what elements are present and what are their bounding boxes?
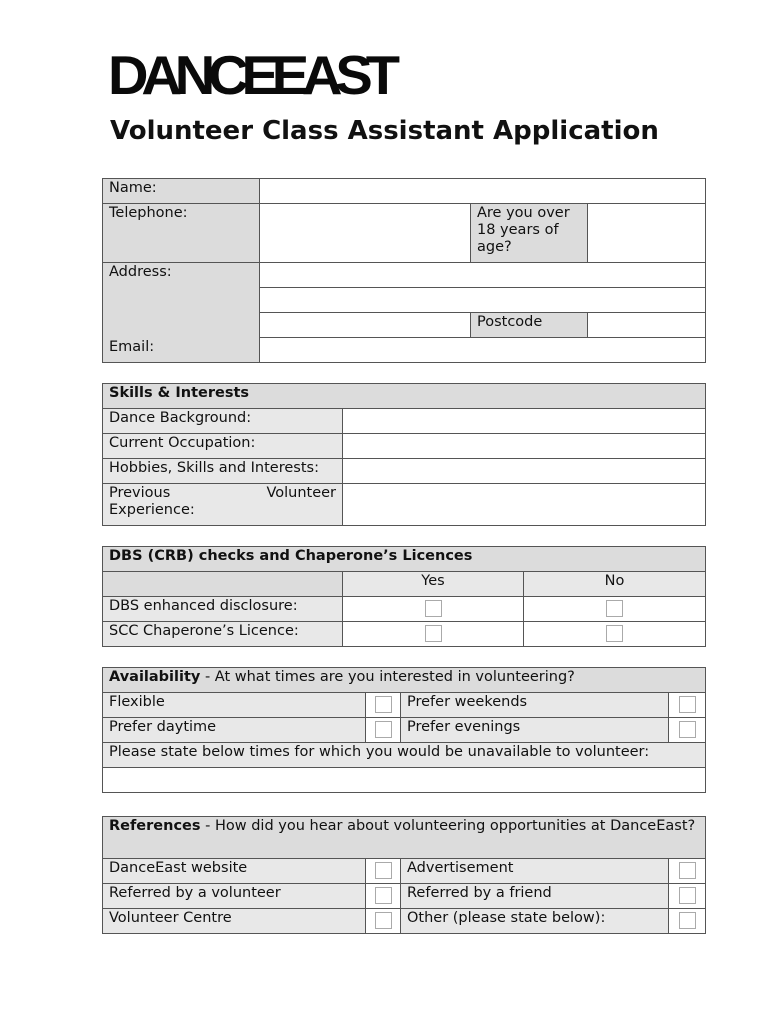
- address-field-2[interactable]: [260, 288, 706, 313]
- other-cell: [669, 909, 706, 934]
- chaperone-yes-checkbox[interactable]: [425, 625, 442, 642]
- advertisement-label: Advertisement: [401, 859, 669, 884]
- evenings-label: Prefer evenings: [401, 718, 669, 743]
- skills-heading: Skills & Interests: [103, 384, 706, 409]
- postcode-label: Postcode: [471, 313, 588, 338]
- dbs-yes-cell: [343, 597, 524, 622]
- dbs-no-checkbox[interactable]: [606, 600, 623, 617]
- weekends-label: Prefer weekends: [401, 693, 669, 718]
- volunteer-word: Volunteer: [266, 485, 336, 501]
- volunteer-centre-checkbox[interactable]: [375, 912, 392, 929]
- telephone-field[interactable]: [260, 204, 471, 263]
- page-title: Volunteer Class Assistant Application: [110, 116, 659, 146]
- no-header: No: [524, 572, 706, 597]
- previous-word: Previous: [109, 485, 171, 501]
- flexible-cell: [366, 693, 401, 718]
- previous-experience-field[interactable]: [343, 484, 706, 526]
- name-label: Name:: [103, 179, 260, 204]
- telephone-label: Telephone:: [103, 204, 260, 263]
- chaperone-no-cell: [524, 622, 706, 647]
- other-checkbox[interactable]: [679, 912, 696, 929]
- personal-details-table: [102, 178, 706, 363]
- email-field[interactable]: [260, 338, 706, 363]
- previous-experience-label: [103, 484, 343, 526]
- referred-friend-cell: [669, 884, 706, 909]
- availability-heading: [103, 668, 706, 693]
- skills-table: [102, 383, 706, 526]
- advertisement-cell: [669, 859, 706, 884]
- address-field-3[interactable]: [260, 313, 471, 338]
- referred-friend-label: Referred by a friend: [401, 884, 669, 909]
- dbs-table: [102, 546, 706, 647]
- volunteer-centre-label: Volunteer Centre: [103, 909, 366, 934]
- referred-volunteer-label: Referred by a volunteer: [103, 884, 366, 909]
- daytime-checkbox[interactable]: [375, 721, 392, 738]
- chaperone-yes-cell: [343, 622, 524, 647]
- dbs-heading: DBS (CRB) checks and Chaperone’s Licences: [103, 547, 706, 572]
- flexible-checkbox[interactable]: [375, 696, 392, 713]
- volunteer-centre-cell: [366, 909, 401, 934]
- evenings-checkbox[interactable]: [679, 721, 696, 738]
- references-heading: [103, 817, 706, 859]
- references-table: [102, 816, 706, 934]
- referred-volunteer-cell: [366, 884, 401, 909]
- dance-background-field[interactable]: [343, 409, 706, 434]
- daytime-cell: [366, 718, 401, 743]
- postcode-field[interactable]: [588, 313, 706, 338]
- references-heading-bold: References: [109, 818, 201, 834]
- yes-header: Yes: [343, 572, 524, 597]
- name-field[interactable]: [260, 179, 706, 204]
- referred-volunteer-checkbox[interactable]: [375, 887, 392, 904]
- weekends-checkbox[interactable]: [679, 696, 696, 713]
- chaperone-licence-label: SCC Chaperone’s Licence:: [103, 622, 343, 647]
- current-occupation-label: Current Occupation:: [103, 434, 343, 459]
- other-label: Other (please state below):: [401, 909, 669, 934]
- unavailable-field[interactable]: [103, 768, 706, 793]
- chaperone-no-checkbox[interactable]: [606, 625, 623, 642]
- evenings-cell: [669, 718, 706, 743]
- dbs-yes-checkbox[interactable]: [425, 600, 442, 617]
- website-checkbox[interactable]: [375, 862, 392, 879]
- references-heading-rest: - How did you hear about volunteering opportunities at DanceEast?: [200, 818, 696, 834]
- availability-table: [102, 667, 706, 793]
- website-cell: [366, 859, 401, 884]
- availability-heading-bold: Availability: [109, 669, 201, 685]
- dbs-blank-header: [103, 572, 343, 597]
- unavailable-label: Please state below times for which you would be unavailable to volunteer:: [103, 743, 706, 768]
- flexible-label: Flexible: [103, 693, 366, 718]
- availability-heading-rest: - At what times are you interested in volunteering?: [200, 669, 575, 685]
- dance-background-label: Dance Background:: [103, 409, 343, 434]
- address-field-1[interactable]: [260, 263, 706, 288]
- dbs-no-cell: [524, 597, 706, 622]
- daytime-label: Prefer daytime: [103, 718, 366, 743]
- experience-word: Experience:: [109, 502, 195, 518]
- over18-label: Are you over 18 years of age?: [471, 204, 588, 263]
- email-label: Email:: [103, 338, 260, 363]
- advertisement-checkbox[interactable]: [679, 862, 696, 879]
- current-occupation-field[interactable]: [343, 434, 706, 459]
- dbs-disclosure-label: DBS enhanced disclosure:: [103, 597, 343, 622]
- website-label: DanceEast website: [103, 859, 366, 884]
- hobbies-field[interactable]: [343, 459, 706, 484]
- over18-field[interactable]: [588, 204, 706, 263]
- weekends-cell: [669, 693, 706, 718]
- referred-friend-checkbox[interactable]: [679, 887, 696, 904]
- hobbies-label: Hobbies, Skills and Interests:: [103, 459, 343, 484]
- address-label: Address:: [103, 263, 260, 338]
- danceeast-logo: DANCEEAST: [108, 44, 393, 106]
